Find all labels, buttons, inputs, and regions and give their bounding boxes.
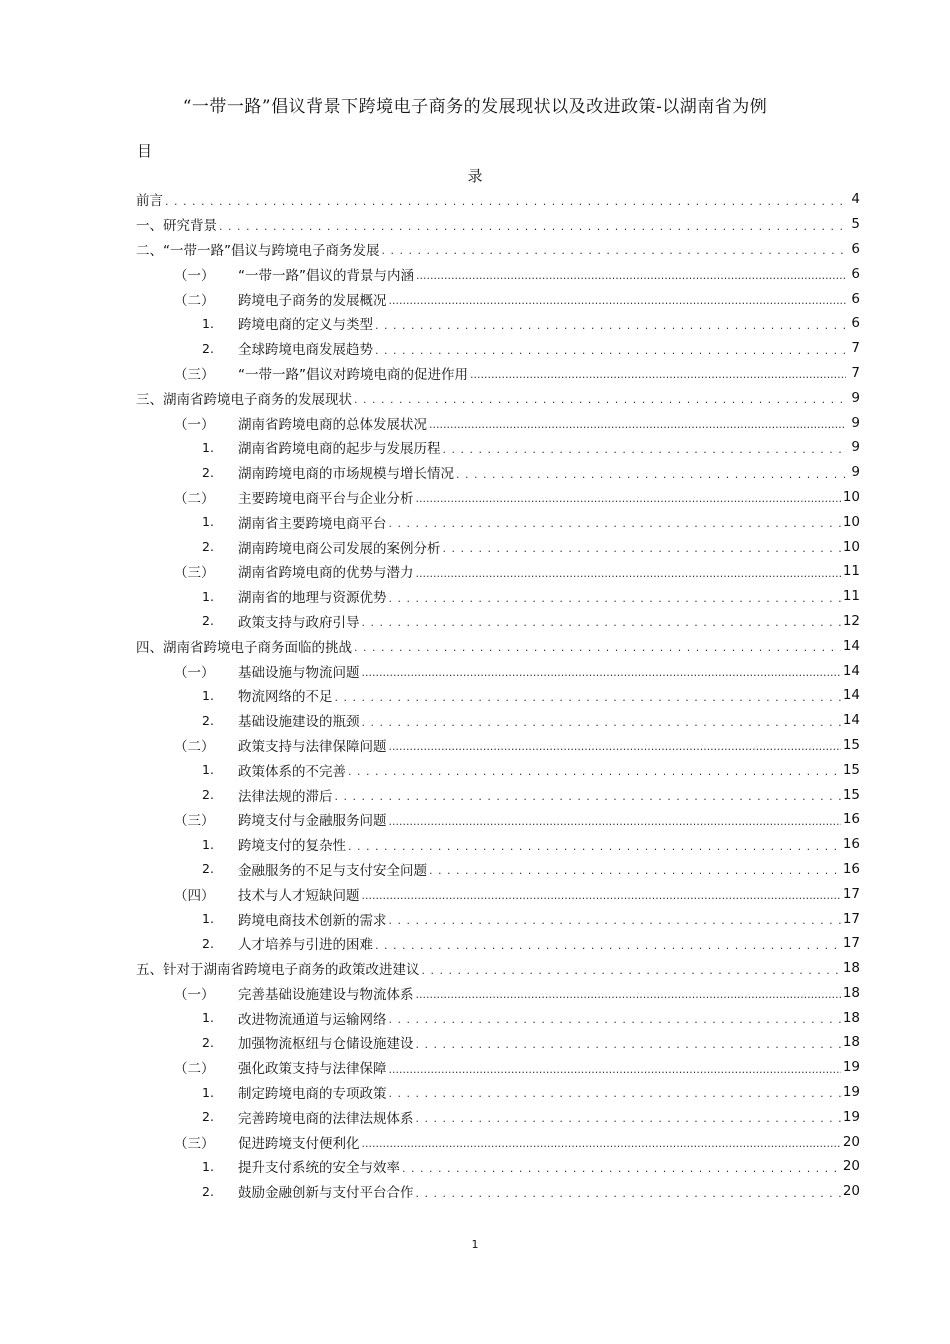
toc-entry-page: 5 [851, 216, 860, 233]
toc-entry-number: 1. [202, 315, 214, 331]
toc-entry-title: 提升支付系统的安全与效率 [238, 1160, 400, 1177]
document-title: “一带一路”倡议背景下跨境电子商务的发展现状以及改进政策-以湖南省为例 [182, 97, 768, 117]
toc-entry-number: 1. [202, 687, 214, 703]
toc-dot-leader [335, 793, 841, 801]
toc-dot-leader [389, 595, 841, 603]
toc-entry-number: 1. [202, 1158, 214, 1174]
toc-heading-part-2: 录 [467, 167, 483, 185]
toc-entry-title: 湖南省跨境电商的总体发展状况 [238, 416, 427, 433]
toc-entry-page: 14 [842, 637, 860, 654]
toc-entry-number: 1. [202, 1084, 214, 1100]
toc-entry-page: 18 [842, 1009, 860, 1026]
toc-dot-leader [362, 669, 841, 677]
toc-entry-number: 2. [202, 1109, 214, 1125]
toc-entry-page: 10 [842, 538, 860, 555]
toc-entry-number: 2. [202, 861, 214, 877]
toc-entry-page: 12 [842, 612, 860, 629]
toc-entry[interactable] [136, 311, 860, 336]
toc-entry[interactable] [136, 906, 860, 931]
toc-dot-leader [389, 1016, 841, 1024]
toc-entry-page: 19 [842, 1084, 860, 1101]
toc-dot-leader [470, 371, 846, 379]
toc-entry-number: 2. [202, 464, 214, 480]
toc-entry[interactable] [136, 361, 860, 386]
toc-entry-title: 湖南跨境电商的市场规模与增长情况 [238, 466, 454, 483]
toc-entry-number: （一） [174, 416, 215, 433]
toc-entry[interactable] [136, 633, 860, 658]
toc-entry-title: “一带一路”倡议的背景与内涵 [238, 267, 414, 284]
toc-entry-page: 15 [842, 736, 860, 753]
toc-entry-page: 6 [851, 315, 860, 332]
toc-entry-title: 改进物流通道与运输网络 [238, 1011, 387, 1028]
toc-entry-number: （三） [174, 366, 215, 383]
toc-entry-title: 湖南省跨境电商的起步与发展历程 [238, 441, 441, 458]
toc-entry-page: 17 [842, 935, 860, 952]
toc-entry-page: 20 [842, 1183, 860, 1200]
toc-dot-leader [416, 570, 841, 578]
toc-entry[interactable] [136, 336, 860, 361]
toc-entry-page: 16 [842, 811, 860, 828]
toc-entry-title: 基础设施建设的瓶颈 [238, 714, 360, 731]
toc-entry[interactable] [136, 509, 860, 534]
toc-entry-page: 14 [842, 687, 860, 704]
toc-entry[interactable] [136, 559, 860, 584]
toc-entry-number: 1. [202, 1010, 214, 1026]
toc-entry-title: 跨境电商技术创新的需求 [238, 912, 387, 929]
toc-dot-leader [389, 1066, 841, 1074]
toc-entry-page: 15 [842, 786, 860, 803]
toc-entry-page: 9 [851, 389, 860, 406]
toc-entry[interactable] [136, 708, 860, 733]
toc-entry-number: 2. [202, 712, 214, 728]
toc-entry-page: 16 [842, 860, 860, 877]
toc-entry-number: （三） [174, 565, 215, 582]
toc-entry[interactable] [136, 782, 860, 807]
toc-dot-leader [389, 297, 847, 305]
toc-entry[interactable] [136, 931, 860, 956]
toc-entry-page: 11 [842, 563, 860, 580]
toc-entry-page: 20 [842, 1158, 860, 1175]
toc-dot-leader [443, 545, 841, 553]
toc-entry-page: 11 [842, 588, 860, 605]
toc-dot-leader [362, 719, 841, 727]
toc-entry-number: （三） [174, 1135, 215, 1152]
toc-dot-leader [389, 917, 841, 925]
toc-entry-title: 湖南跨境电商公司发展的案例分析 [238, 540, 441, 557]
toc-entry-title: “一带一路”倡议对跨境电商的促进作用 [238, 366, 468, 383]
toc-entry-title: 人才培养与引进的困难 [238, 937, 373, 954]
toc-dot-leader [443, 446, 847, 454]
toc-entry[interactable] [136, 1030, 860, 1055]
toc-entry-number: （四） [174, 887, 215, 904]
toc-entry-number: 1. [202, 514, 214, 530]
toc-entry[interactable] [136, 1080, 860, 1105]
toc-entry-page: 16 [842, 836, 860, 853]
toc-entry-title: 全球跨境电商发展趋势 [238, 342, 373, 359]
toc-dot-leader [456, 471, 846, 479]
toc-entry-number: 2. [202, 935, 214, 951]
toc-dot-leader [335, 694, 841, 702]
toc-dot-leader [389, 1090, 841, 1098]
toc-entry-page: 19 [842, 1059, 860, 1076]
table-of-contents [136, 187, 860, 1204]
toc-entry-title: 技术与人才短缺问题 [238, 887, 360, 904]
toc-entry-page: 20 [842, 1133, 860, 1150]
toc-entry-title: 加强物流枢纽与仓储设施建设 [238, 1036, 414, 1053]
toc-entry-title: 完善跨境电商的法律法规体系 [238, 1110, 414, 1127]
toc-entry-page: 18 [842, 1034, 860, 1051]
toc-entry-title: 跨境支付的复杂性 [238, 838, 346, 855]
toc-entry-title: 跨境支付与金融服务问题 [238, 813, 387, 830]
toc-dot-leader [165, 198, 846, 206]
toc-entry-number: 1. [202, 836, 214, 852]
toc-dot-leader [416, 1115, 841, 1123]
toc-entry-page: 10 [842, 513, 860, 530]
toc-entry[interactable] [136, 658, 860, 683]
toc-entry[interactable] [136, 385, 860, 410]
toc-dot-leader [389, 743, 841, 751]
toc-dot-leader [416, 1041, 841, 1049]
toc-entry-title: 一、研究背景 [136, 218, 217, 235]
toc-dot-leader [362, 1140, 841, 1148]
toc-entry-page: 9 [851, 414, 860, 431]
toc-entry-page: 7 [851, 340, 860, 357]
toc-entry[interactable] [136, 881, 860, 906]
toc-entry-number: （二） [174, 1061, 215, 1078]
toc-entry[interactable] [136, 584, 860, 609]
toc-entry-number: （一） [174, 267, 215, 284]
toc-dot-leader [389, 818, 841, 826]
toc-entry-title: 鼓励金融创新与支付平台合作 [238, 1185, 414, 1202]
toc-dot-leader [354, 396, 846, 404]
toc-dot-leader [348, 843, 841, 851]
toc-entry-page: 9 [851, 464, 860, 481]
toc-entry-page: 18 [842, 984, 860, 1001]
toc-entry-page: 14 [842, 662, 860, 679]
toc-entry-title: 政策支持与法律保障问题 [238, 738, 387, 755]
toc-dot-leader [416, 991, 841, 999]
toc-dot-leader [382, 247, 847, 255]
toc-entry-number: 1. [202, 911, 214, 926]
toc-entry[interactable] [136, 956, 860, 981]
toc-entry-page: 7 [851, 364, 860, 381]
toc-entry-number: 2. [202, 787, 214, 803]
toc-entry-number: （二） [174, 738, 215, 755]
toc-entry[interactable] [136, 460, 860, 485]
toc-entry-title: 促进跨境支付便利化 [238, 1135, 360, 1152]
toc-entry[interactable] [136, 1154, 860, 1179]
toc-entry[interactable] [136, 435, 860, 460]
toc-entry-title: 湖南省跨境电商的优势与潜力 [238, 565, 414, 582]
toc-entry-page: 17 [842, 885, 860, 902]
toc-entry[interactable] [136, 187, 860, 212]
toc-entry-number: （三） [174, 813, 215, 830]
toc-dot-leader [389, 520, 841, 528]
toc-entry-number: 2. [202, 613, 214, 629]
toc-entry-page: 17 [842, 910, 860, 927]
toc-dot-leader [429, 421, 846, 429]
toc-entry-title: 法律法规的滞后 [238, 788, 333, 805]
toc-dot-leader [429, 867, 841, 875]
toc-entry[interactable] [136, 286, 860, 311]
toc-dot-leader [402, 1165, 841, 1173]
toc-entry[interactable] [136, 1104, 860, 1129]
toc-entry-number: 1. [202, 588, 214, 604]
toc-entry-title: 湖南省主要跨境电商平台 [238, 515, 387, 532]
toc-entry-page: 6 [851, 240, 860, 257]
toc-entry[interactable] [136, 832, 860, 857]
toc-entry-title: 四、湖南省跨境电子商务面临的挑战 [136, 639, 352, 656]
toc-entry-page: 14 [842, 712, 860, 729]
toc-entry-number: （一） [174, 986, 215, 1003]
toc-dot-leader [375, 322, 846, 330]
toc-entry-number: 2. [202, 1183, 214, 1199]
toc-dot-leader [422, 967, 841, 975]
toc-entry-title: 三、湖南省跨境电子商务的发展现状 [136, 391, 352, 408]
toc-entry[interactable] [136, 1005, 860, 1030]
toc-entry-title: 制定跨境电商的专项政策 [238, 1086, 387, 1103]
toc-entry[interactable] [136, 237, 860, 262]
toc-entry-page: 15 [842, 761, 860, 778]
toc-dot-leader [375, 942, 841, 950]
toc-entry-number: 2. [202, 539, 214, 555]
toc-entry-title: 金融服务的不足与支付安全问题 [238, 862, 427, 879]
toc-dot-leader [362, 619, 841, 627]
toc-entry[interactable] [136, 261, 860, 286]
toc-entry-title: 政策支持与政府引导 [238, 614, 360, 631]
toc-entry[interactable] [136, 757, 860, 782]
toc-entry[interactable] [136, 609, 860, 634]
toc-entry-title: 主要跨境电商平台与企业分析 [238, 490, 414, 507]
toc-entry[interactable] [136, 485, 860, 510]
toc-entry[interactable] [136, 1179, 860, 1204]
toc-entry[interactable] [136, 733, 860, 758]
toc-dot-leader [416, 1190, 841, 1198]
toc-entry-title: 前言 [136, 193, 163, 210]
toc-entry-title: 物流网络的不足 [238, 689, 333, 706]
toc-entry-number: （二） [174, 292, 215, 309]
page-number: 1 [471, 1238, 479, 1251]
toc-entry-number: 2. [202, 340, 214, 356]
toc-entry-title: 强化政策支持与法律保障 [238, 1061, 387, 1078]
toc-entry[interactable] [136, 857, 860, 882]
toc-entry-title: 五、针对于湖南省跨境电子商务的政策改进建议 [136, 962, 420, 979]
toc-entry-title: 跨境电子商务的发展概况 [238, 292, 387, 309]
toc-dot-leader [219, 223, 846, 231]
toc-entry[interactable] [136, 410, 860, 435]
toc-entry[interactable] [136, 683, 860, 708]
toc-entry-page: 6 [851, 265, 860, 282]
toc-entry-page: 4 [851, 191, 860, 208]
toc-entry-page: 6 [851, 290, 860, 307]
toc-entry[interactable] [136, 212, 860, 237]
toc-entry-title: 基础设施与物流问题 [238, 664, 360, 681]
toc-dot-leader [416, 272, 846, 280]
toc-entry-title: 湖南省的地理与资源优势 [238, 590, 387, 607]
toc-entry-number: 1. [202, 439, 214, 455]
toc-entry-title: 二、“一带一路”倡议与跨境电子商务发展 [136, 242, 380, 259]
toc-entry-number: 1. [202, 762, 214, 778]
toc-entry[interactable] [136, 1129, 860, 1154]
toc-entry[interactable] [136, 807, 860, 832]
toc-dot-leader [375, 347, 846, 355]
toc-entry-number: 2. [202, 1034, 214, 1050]
toc-entry-page: 9 [851, 439, 860, 456]
toc-dot-leader [348, 768, 841, 776]
toc-entry-page: 18 [842, 960, 860, 977]
toc-entry-title: 完善基础设施建设与物流体系 [238, 986, 414, 1003]
toc-entry[interactable] [136, 534, 860, 559]
toc-entry[interactable] [136, 981, 860, 1006]
toc-entry-page: 10 [842, 488, 860, 505]
toc-entry-title: 跨境电商的定义与类型 [238, 317, 373, 334]
toc-entry-number: （二） [174, 490, 215, 507]
toc-dot-leader [354, 644, 841, 652]
toc-entry-number: （一） [174, 664, 215, 681]
toc-heading-part-1: 目 [137, 142, 153, 160]
toc-entry[interactable] [136, 1055, 860, 1080]
toc-entry-page: 19 [842, 1108, 860, 1125]
toc-entry-title: 政策体系的不完善 [238, 763, 346, 780]
toc-dot-leader [416, 495, 841, 503]
toc-dot-leader [362, 892, 841, 900]
